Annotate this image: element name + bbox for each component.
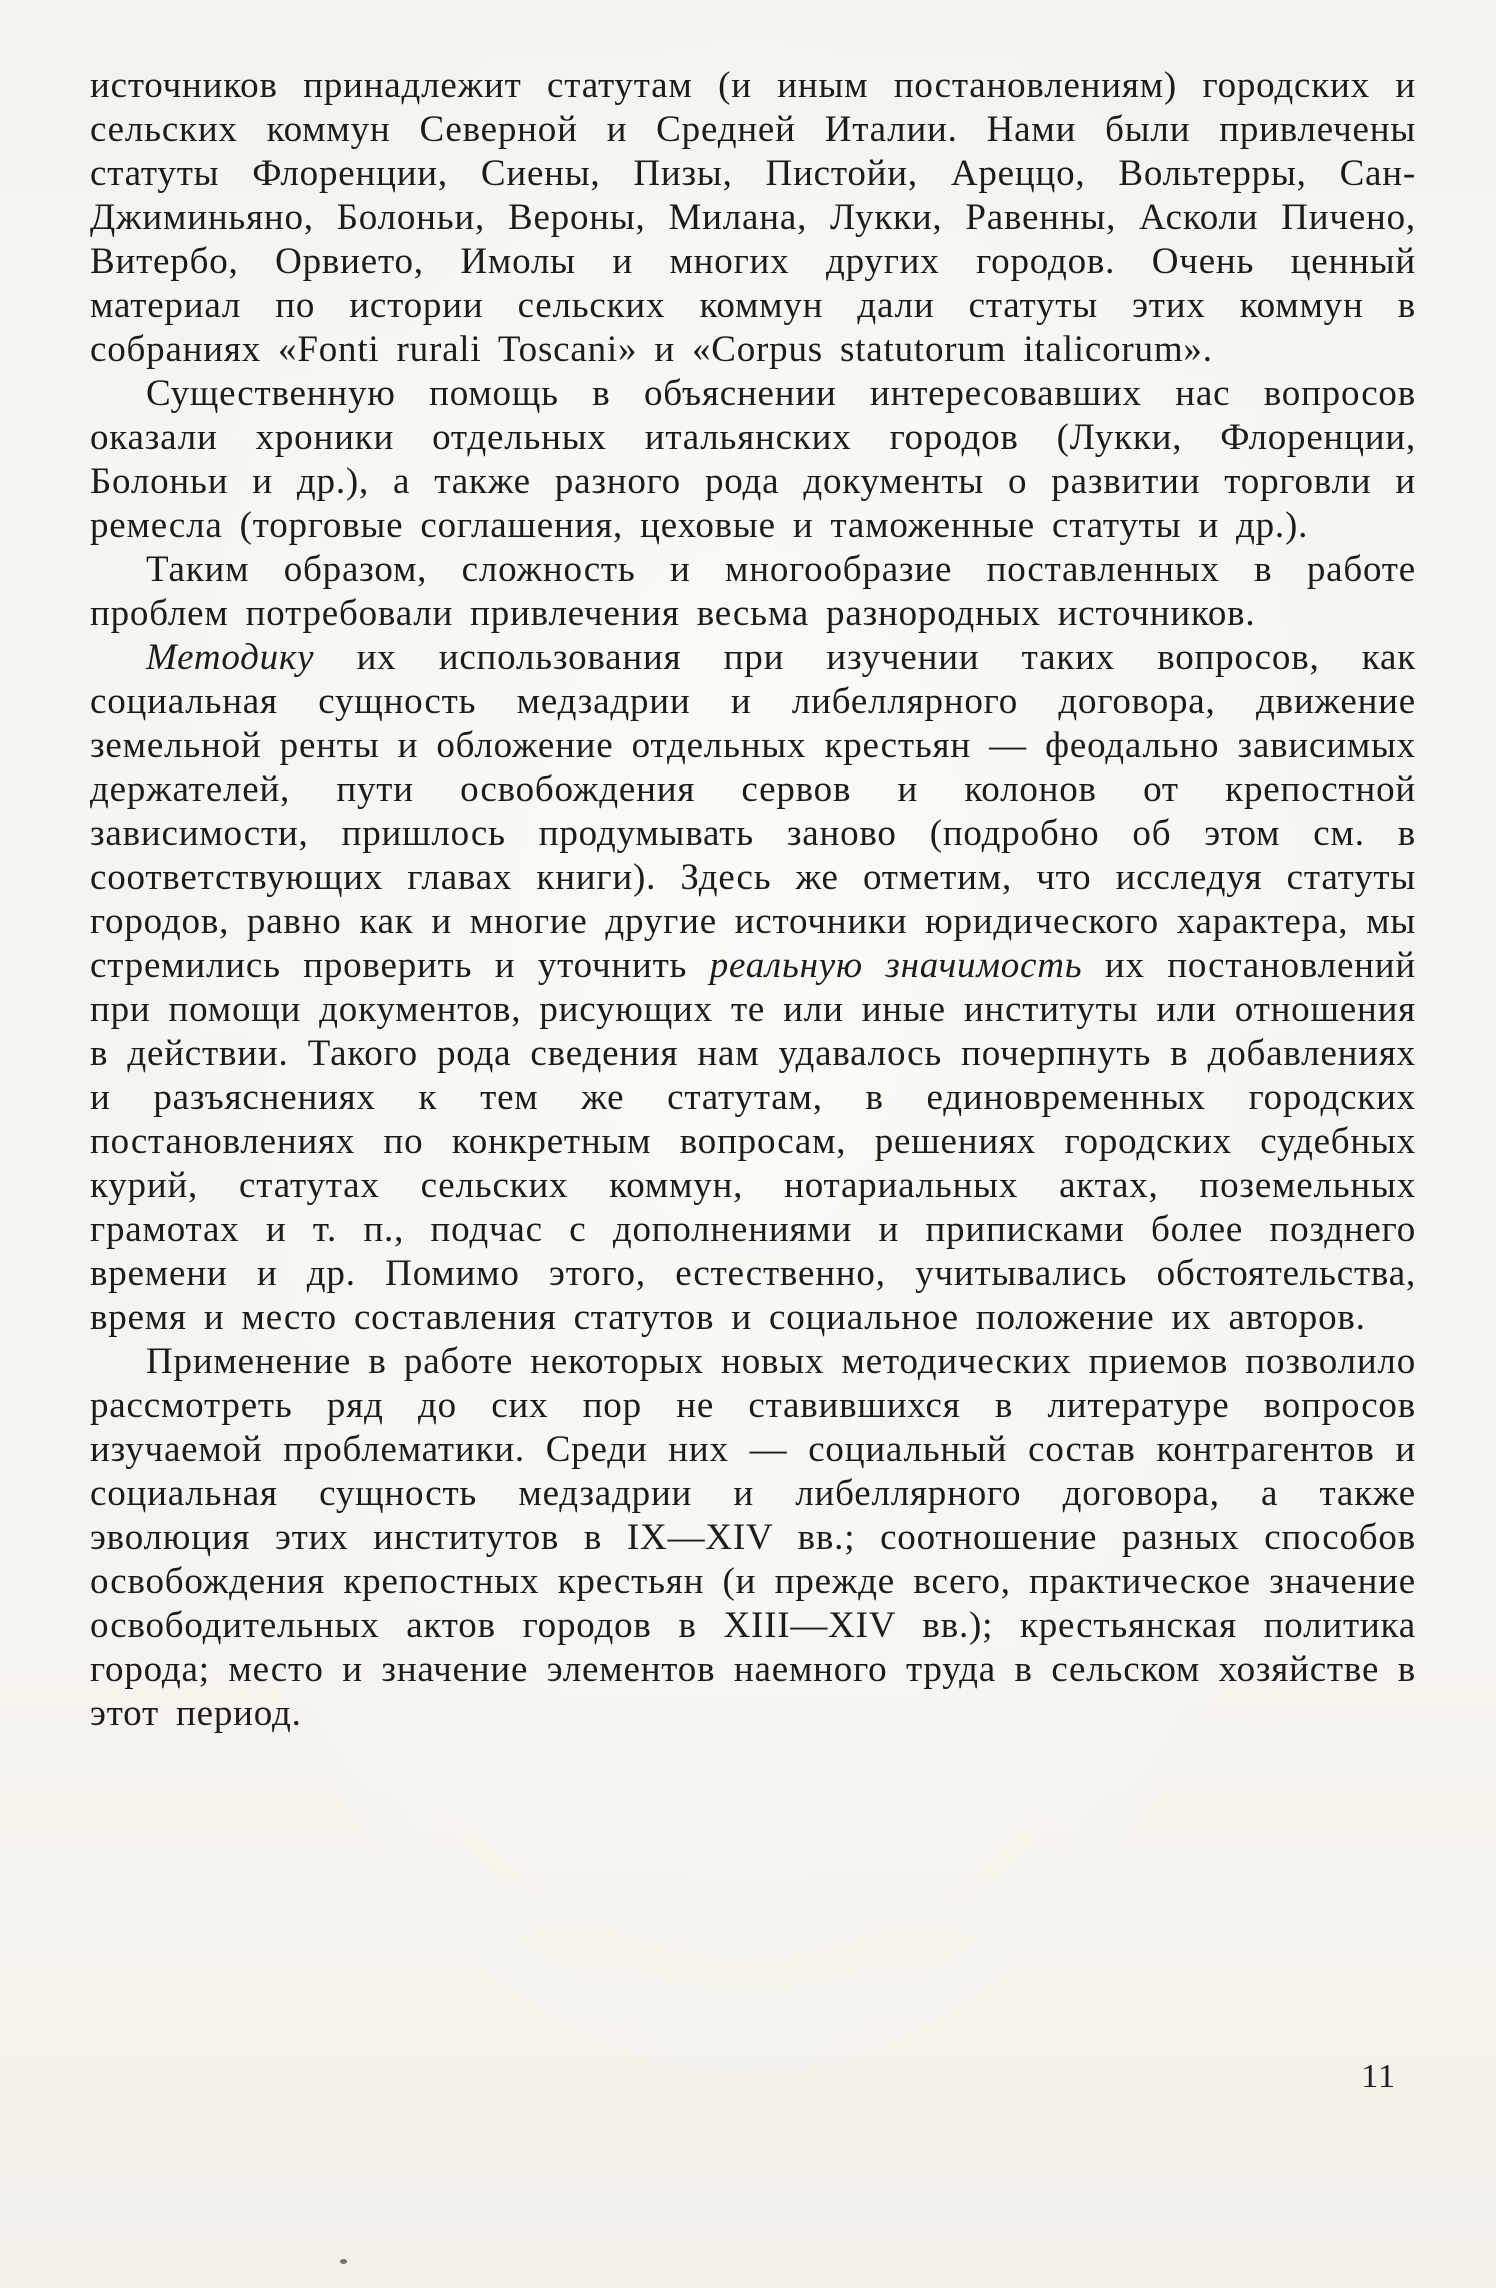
paragraph (90, 372, 1416, 548)
italic-text: Методику (146, 637, 315, 678)
italic-text: реальную значимость (709, 945, 1083, 986)
body-text: Существенную помощь в объяснении интересовавших нас вопросов оказали хроники отдельных итальянских городов (Лукки, Флоренции, Болоньи и др.), а также разного рода документы о развитии торговли и ремесла (торговые соглашения, цеховые и таможенные статуты и др.). (90, 373, 1416, 546)
paragraph (90, 636, 1416, 1340)
page-text (90, 64, 1416, 1736)
print-artifact-dot (340, 2259, 347, 2264)
body-text: Применение в работе некоторых новых методических приемов позволило рассмотреть ряд до сих пор не ставившихся в литературе вопросов изучаемой проблематики. Среди них — социальный состав контрагентов и социальная сущность медзадрии и либеллярного договора, а также эволюция этих институтов в IX—XIV вв.; соотношение разных способов освобождения крепостных крестьян (и прежде всего, практическое значение освободительных актов городов в XIII—XIV вв.); крестьянская политика города; место и значение элементов наемного труда в сельском хозяйстве в этот период. (90, 1341, 1416, 1734)
paragraph (90, 548, 1416, 636)
body-text: Таким образом, сложность и многообразие поставленных в работе проблем потребовали привлечения весьма разнородных источников. (90, 549, 1416, 634)
paragraph (90, 1340, 1416, 1736)
body-text: их постановлений при помощи документов, рисующих те или иные институты или отношения в действии. Такого рода сведения нам удавалось почерпнуть в добавлениях и разъяснениях к тем же статутам, в единовременных городских постановлениях по конкретным вопросам, решениях городских судебных курий, статутах сельских коммун, нотариальных актах, поземельных грамотах и т. п., подчас с дополнениями и приписками более позднего времени и др. Помимо этого, естественно, учитывались обстоятельства, время и место составления статутов и социальное положение их авторов. (90, 945, 1416, 1338)
page-number: 11 (1361, 2058, 1396, 2095)
body-text: источников принадлежит статутам (и иным постановлениям) городских и сельских коммун Северной и Средней Италии. Нами были привлечены статуты Флоренции, Сиены, Пизы, Пистойи, Ареццо, Вольтерры, Сан-Джиминьяно, Болоньи, Вероны, Милана, Лукки, Равенны, Асколи Пичено, Витербо, Орвието, Имолы и многих других городов. Очень ценный материал по истории сельских коммун дали статуты этих коммун в собраниях «Fonti rurali Toscani» и «Corpus statutorum italicorum». (90, 65, 1416, 370)
paragraph (90, 64, 1416, 372)
body-text: их использования при изучении таких вопросов, как социальная сущность медзадрии и либеллярного договора, движение земельной ренты и обложение отдельных крестьян — феодально зависимых держателей, пути освобождения сервов и колонов от крепостной зависимости, пришлось продумывать заново (подробно об этом см. в соответствующих главах книги). Здесь же отметим, что исследуя статуты городов, равно как и многие другие источники юридического характера, мы стремились проверить и уточнить (90, 637, 1416, 986)
